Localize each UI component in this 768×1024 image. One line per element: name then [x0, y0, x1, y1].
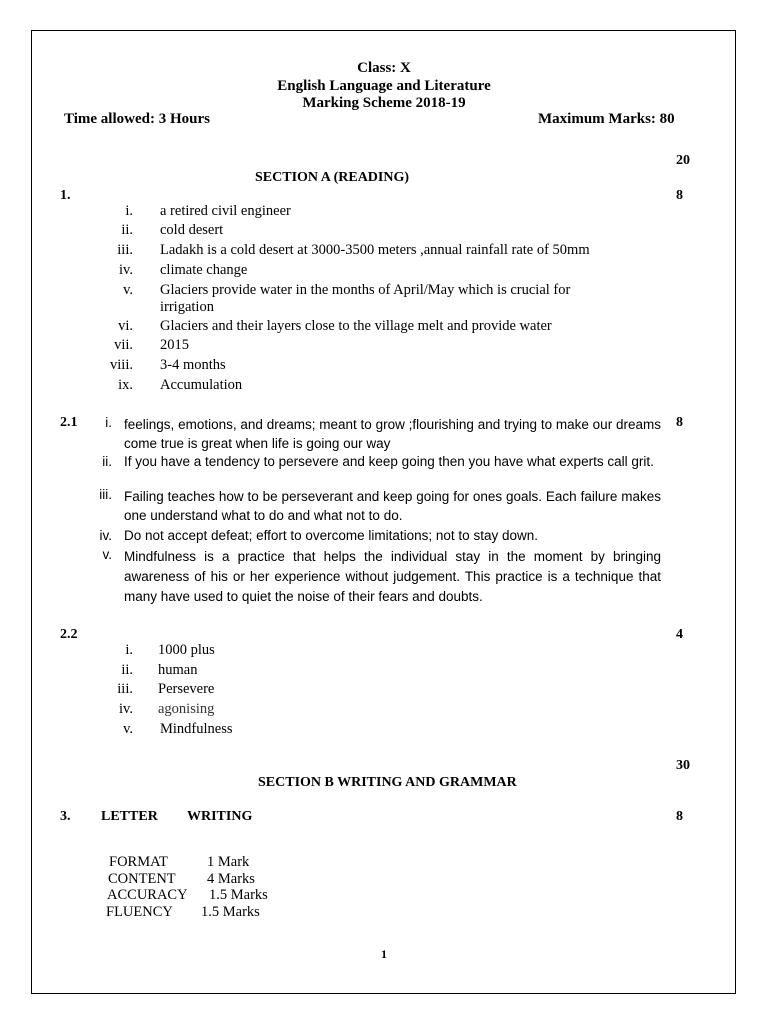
q1-item-num: v.	[123, 282, 133, 298]
q1-item-text: Accumulation	[160, 377, 243, 393]
q22-item-num: ii.	[121, 662, 133, 678]
q1-item-text: Glaciers provide water in the months of April/May which is crucial for irrigation	[160, 282, 571, 315]
class-heading: Class: X	[357, 60, 411, 76]
q1-item-num: ii.	[121, 222, 133, 238]
q21-marks: 8	[676, 415, 683, 430]
subject-heading: English Language and Literature	[277, 78, 491, 94]
section-a-title: SECTION A (READING)	[255, 170, 410, 185]
q21-item-num: ii.	[102, 454, 112, 469]
rubric-name: ACCURACY	[107, 887, 188, 903]
q22-item-text: agonising	[158, 701, 215, 717]
section-b-title: SECTION B WRITING AND GRAMMAR	[258, 775, 517, 790]
q21-item-text: Failing teaches how to be perseverant and keep going for ones goals. Each failure makes one understand what to do and what not to do.	[124, 489, 661, 523]
q1-item-num: vii.	[114, 337, 133, 353]
q1-item-text: Glaciers and their layers close to the village melt and provide water	[160, 318, 552, 334]
q1-item-text: Ladakh is a cold desert at 3000-3500 meters ,annual rainfall rate of 50mm	[160, 242, 590, 258]
q22-item-num: iii.	[117, 681, 133, 697]
rubric-value: 1 Mark	[207, 854, 250, 870]
q21-item-text: feelings, emotions, and dreams; meant to grow ;flourishing and trying to make our dreams come true is great when life is going our way	[124, 417, 661, 451]
q3-title-letter: LETTER	[101, 809, 158, 824]
q22-item-text: Mindfulness	[160, 721, 233, 737]
q21-item-text: Mindfulness is a practice that helps the individual stay in the moment by bringing awareness of his or her experience without judgement. This practice is a technique that many have used to quiet the noise of their fears and doubts.	[124, 549, 661, 604]
time-allowed: Time allowed: 3 Hours	[64, 111, 210, 127]
q1-item-num: i.	[125, 203, 133, 219]
q22-label: 2.2	[60, 627, 78, 642]
q1-item-num: ix.	[118, 377, 133, 393]
section-a-marks: 20	[676, 153, 690, 168]
q21-label: 2.1	[60, 415, 78, 430]
rubric-value: 1.5 Marks	[201, 904, 260, 920]
q1-item-text: 2015	[160, 337, 189, 353]
q22-item-num: iv.	[119, 701, 133, 717]
q3-marks: 8	[676, 809, 683, 824]
rubric-name: CONTENT	[108, 871, 176, 887]
q21-item-num: v.	[102, 547, 112, 562]
scheme-heading: Marking Scheme 2018-19	[302, 95, 466, 111]
q22-item-num: i.	[125, 642, 133, 658]
q22-item-num: v.	[123, 721, 133, 737]
q1-item-text: cold desert	[160, 222, 224, 238]
q21-item-num: iii.	[99, 487, 112, 502]
rubric-value: 1.5 Marks	[209, 887, 268, 903]
rubric-value: 4 Marks	[207, 871, 255, 887]
q1-item-num: iv.	[119, 262, 133, 278]
q22-marks: 4	[676, 627, 683, 642]
q1-item-num: viii.	[110, 357, 133, 373]
q1-label: 1.	[60, 188, 71, 203]
section-b-marks: 30	[676, 758, 690, 773]
q21-item-text: Do not accept defeat; effort to overcome limitations; not to stay down.	[124, 528, 538, 543]
q1-marks: 8	[676, 188, 683, 203]
rubric-name: FLUENCY	[106, 904, 173, 920]
maximum-marks: Maximum Marks: 80	[538, 111, 675, 127]
q1-item-num: vi.	[118, 318, 133, 334]
q1-item-num: iii.	[117, 242, 133, 258]
rubric-name: FORMAT	[109, 854, 168, 870]
q1-item-text: a retired civil engineer	[160, 203, 291, 219]
q1-item-text: 3-4 months	[160, 357, 226, 373]
q1-item-text: climate change	[160, 262, 248, 278]
q22-item-text: 1000 plus	[158, 642, 215, 658]
q3-label: 3.	[60, 809, 71, 824]
page-number: 1	[381, 947, 387, 961]
q3-title-writing: WRITING	[187, 809, 253, 824]
q22-item-text: human	[158, 662, 198, 678]
q21-item-num: i.	[105, 415, 112, 430]
q21-item-text: If you have a tendency to persevere and keep going then you have what experts call grit.	[124, 454, 654, 469]
q21-item-num: iv.	[99, 528, 112, 543]
q22-item-text: Persevere	[158, 681, 215, 697]
